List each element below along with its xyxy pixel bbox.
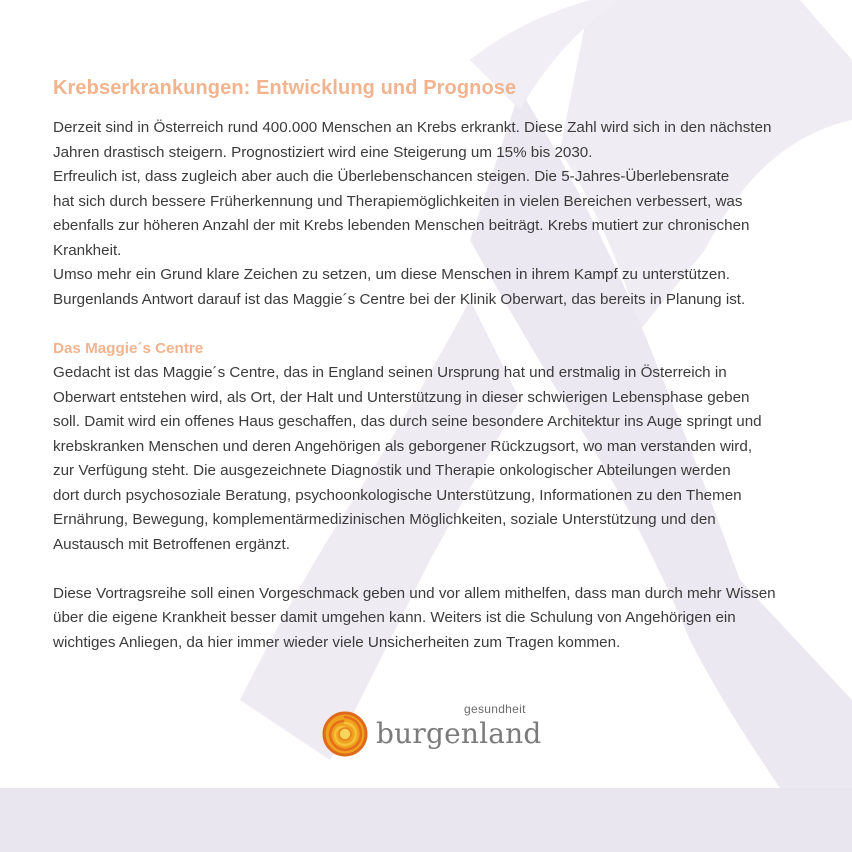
logo-tagline: gesundheit — [464, 702, 526, 716]
section-heading-maggies-centre: Das Maggie´s Centre — [53, 339, 204, 357]
paragraph-intro: Derzeit sind in Österreich rund 400.000 Menschen an Krebs erkrankt. Diese Zahl wird sich in den nächsten Jahren drastisch steigern. Prognostiziert wird eine Steigerung um 15% bis 2030. Erfreulich ist, dass zugleich aber auch die Überlebenschancen steigen. Die 5-Jahres-Überlebensrate hat sich durch bessere Früherkennung und Therapiemöglichkeiten in vielen Bereichen verbessert, was ebenfalls zur höheren Anzahl der mit Krebs lebenden Menschen beiträgt. Krebs mutiert zur chronischen Krankheit. Umso mehr ein Grund klare Zeichen zu setzen, um diese Menschen in ihrem Kampf zu unterstützen. Burgenlands Antwort darauf ist das Maggie´s Centre bei der Klinik Oberwart, das bereits in Planung ist. — [53, 119, 772, 308]
paragraph-maggies-centre: Gedacht ist das Maggie´s Centre, das in England seinen Ursprung hat und erstmalig in Österreich in Oberwart entstehen wird, als Ort, der Halt und Unterstützung in dieser schwierigen Lebensphase geben soll. Damit wird ein offenes Haus geschaffen, das durch seine besondere Architektur ins Auge springt und krebskranken Menschen und deren Angehörigen als geborgener Rückzugsort, wo man verstanden wird, zur Verfügung steht. Die ausgezeichnete Diagnostik und Therapie onkologischer Abteilungen werden dort durch psychosoziale Beratung, psychoonkologische Unterstützung, Informationen zu den Themen Ernährung, Bewegung, komplementärmedizinischen Möglichkeiten, soziale Unterstützung und den Austausch mit Betroffenen ergänzt. — [53, 364, 762, 553]
logo-wordmark: burgenland — [376, 717, 542, 750]
footer-band — [0, 788, 852, 852]
paragraph-lecture-series: Diese Vortragsreihe soll einen Vorgeschmack geben und vor allem mithelfen, dass man durch mehr Wissen über die eigene Krankheit besser damit umgehen kann. Weiters ist die Schulung von Angehörigen ein wichtiges Anliegen, da hier immer wieder viele Unsicherheiten zum Tragen kommen. — [53, 584, 776, 651]
page-title: Krebserkrankungen: Entwicklung und Prognose — [53, 77, 517, 99]
article — [53, 74, 813, 655]
gesundheit-burgenland-logo — [322, 700, 542, 760]
sun-logo-icon — [322, 711, 368, 757]
